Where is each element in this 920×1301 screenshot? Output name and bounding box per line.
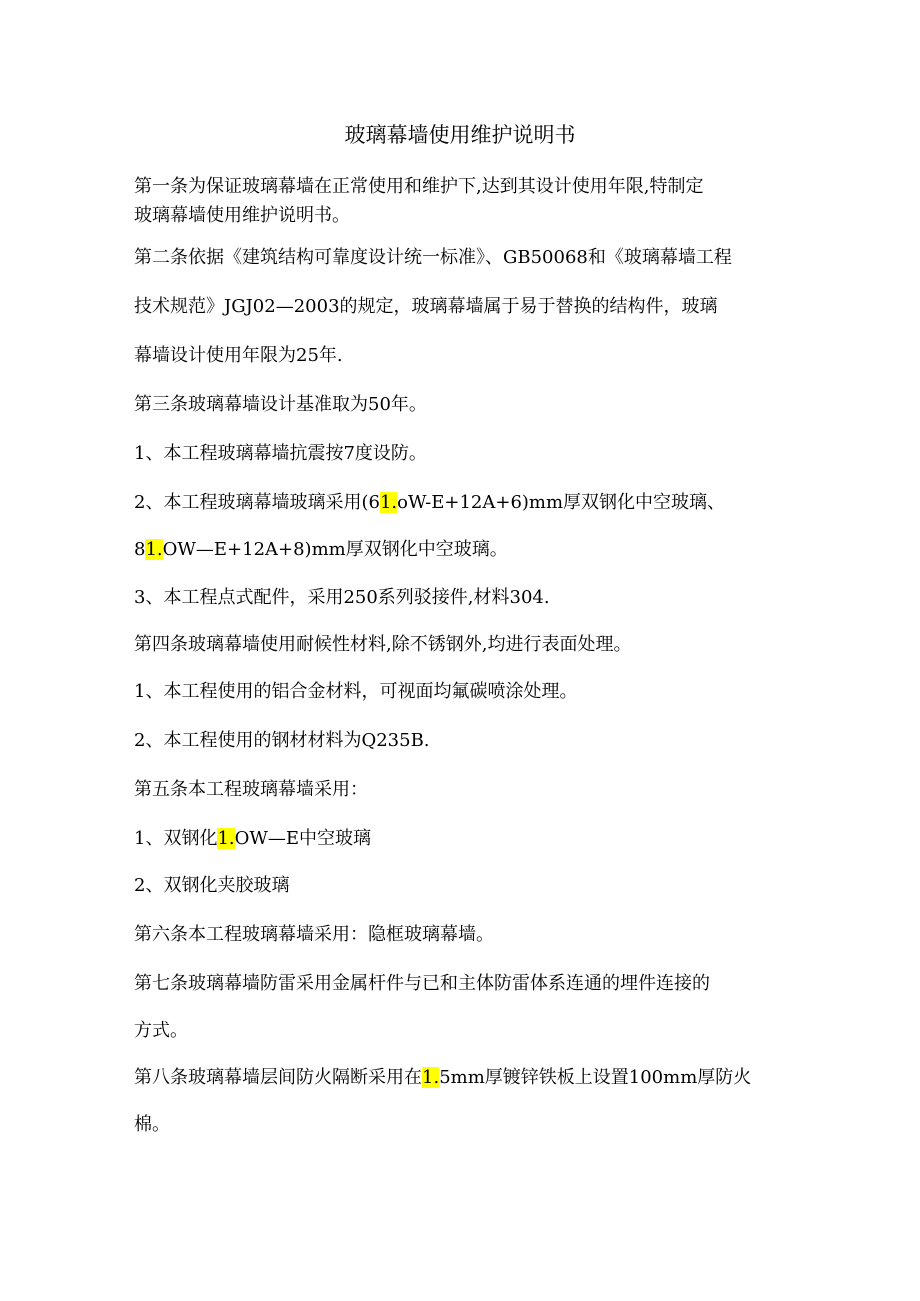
text-segment: OW—E中空玻璃 — [234, 828, 372, 849]
text-line: 2、双钢化夹胶玻璃 — [134, 875, 290, 896]
text-line: 棉。 — [134, 1114, 170, 1135]
document-title: 玻璃幕墙使用维护说明书 — [344, 123, 576, 147]
text-line: 第六条本工程玻璃幕墙采用：隐框玻璃幕墙。 — [134, 924, 494, 945]
text-line: 第二条依据《建筑结构可靠度设计统一标准》、GB50068和《玻璃幕墙工程 — [134, 247, 732, 268]
text-line: 玻璃幕墙使用维护说明书。 — [134, 205, 350, 226]
text-line: 技术规范》JGJ02—2003的规定，玻璃幕墙属于易于替换的结构件，玻璃 — [134, 296, 718, 317]
text-line: 2、本工程使用的钢材材料为Q235B. — [134, 730, 430, 751]
highlighted-text: 1. — [379, 492, 398, 513]
highlighted-text: 1. — [217, 828, 235, 849]
text-segment: 2、本工程玻璃幕墙玻璃采用(6 — [134, 492, 380, 513]
text-line: 1、本工程使用的铝合金材料，可视面均氟碳喷涂处理。 — [134, 681, 578, 702]
text-segment: OW—E+12A+8)mm厚双钢化中空玻璃。 — [162, 539, 508, 560]
text-line: 1、本工程玻璃幕墙抗震按7度设防。 — [134, 443, 427, 464]
text-line: 第四条玻璃幕墙使用耐候性材料,除不锈钢外,均进行表面处理。 — [134, 634, 632, 655]
text-line: 第七条玻璃幕墙防雷采用金属杆件与已和主体防雷体系连通的埋件连接的 — [134, 973, 710, 994]
highlighted-text: 1. — [145, 539, 163, 560]
text-line: 第五条本工程玻璃幕墙采用： — [134, 779, 368, 800]
text-line-highlighted — [134, 822, 794, 856]
text-line: 幕墙设计使用年限为25年. — [134, 345, 343, 366]
text-line-highlighted — [134, 1061, 794, 1095]
text-line: 方式。 — [134, 1020, 188, 1041]
text-line: 第三条玻璃幕墙设计基准取为50年。 — [134, 394, 427, 415]
text-segment: oW-E+12A+6)mm厚双钢化中空玻璃、 — [397, 492, 726, 513]
text-segment: 1、双钢化 — [134, 828, 218, 849]
highlighted-text: 1. — [422, 1067, 440, 1088]
text-segment: 第八条玻璃幕墙层间防火隔断采用在 — [134, 1067, 422, 1088]
text-segment: 8 — [134, 539, 146, 560]
text-segment: 5mm厚镀锌铁板上设置100mm厚防火 — [439, 1067, 752, 1088]
text-line-highlighted — [134, 533, 794, 567]
text-line: 3、本工程点式配件，采用250系列驳接件,材料304. — [134, 587, 550, 608]
text-line: 第一条为保证玻璃幕墙在正常使用和维护下,达到其设计使用年限,特制定 — [134, 176, 704, 197]
text-line-highlighted — [134, 486, 794, 520]
